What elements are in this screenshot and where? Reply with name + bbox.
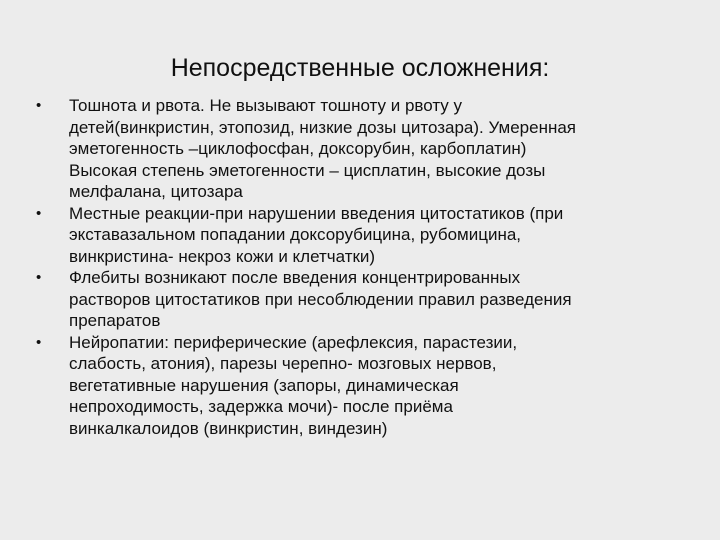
bullet-line: Флебиты возникают после введения концентрированных bbox=[69, 268, 521, 287]
bullet-line: эметогенность –циклофосфан, доксорубин, карбоплатин) bbox=[69, 139, 527, 158]
bullet-item-nausea bbox=[34, 95, 694, 203]
bullet-line: Тошнота и рвота. Не вызывают тошноту и рвоту у bbox=[69, 96, 463, 115]
bullet-icon: • bbox=[36, 204, 42, 222]
bullet-line: экставазальном попадании доксорубицина, рубомицина, bbox=[69, 225, 522, 244]
bullet-item-phlebitis bbox=[34, 267, 694, 332]
bullet-line: Высокая степень эметогенности – цисплатин, высокие дозы bbox=[69, 160, 546, 180]
bullet-line: Нейропатии: периферические (арефлексия, парастезии, bbox=[69, 332, 518, 352]
bullet-line: слабость, атония), парезы черепно- мозговых нервов, bbox=[69, 354, 497, 373]
bullet-icon: • bbox=[36, 269, 42, 286]
slide-title: Непосредственные осложнения: bbox=[170, 54, 550, 82]
bullet-line: растворов цитостатиков при несоблюдении правил разведения bbox=[69, 289, 572, 309]
bullet-icon: • bbox=[36, 97, 42, 114]
bullet-line: винкристина- некроз кожи и клетчатки) bbox=[69, 246, 376, 266]
bullet-line: непроходимость, задержка мочи)- после приёма bbox=[69, 397, 453, 416]
bullet-line: винкалкалоидов (винкристин, виндезин) bbox=[69, 418, 388, 438]
bullet-item-neuropathy bbox=[34, 332, 694, 440]
bullet-line: вегетативные нарушения (запоры, динамическая bbox=[69, 375, 459, 395]
bullet-list bbox=[34, 95, 694, 439]
bullet-line: мелфалана, цитозара bbox=[69, 182, 243, 201]
bullet-line: детей(винкристин, этопозид, низкие дозы цитозара). Умеренная bbox=[69, 117, 577, 137]
bullet-line: Местные реакции-при нарушении введения цитостатиков (при bbox=[69, 203, 564, 223]
bullet-line: препаратов bbox=[69, 311, 161, 330]
bullet-item-local-reactions bbox=[34, 203, 694, 268]
bullet-icon: • bbox=[36, 333, 42, 351]
